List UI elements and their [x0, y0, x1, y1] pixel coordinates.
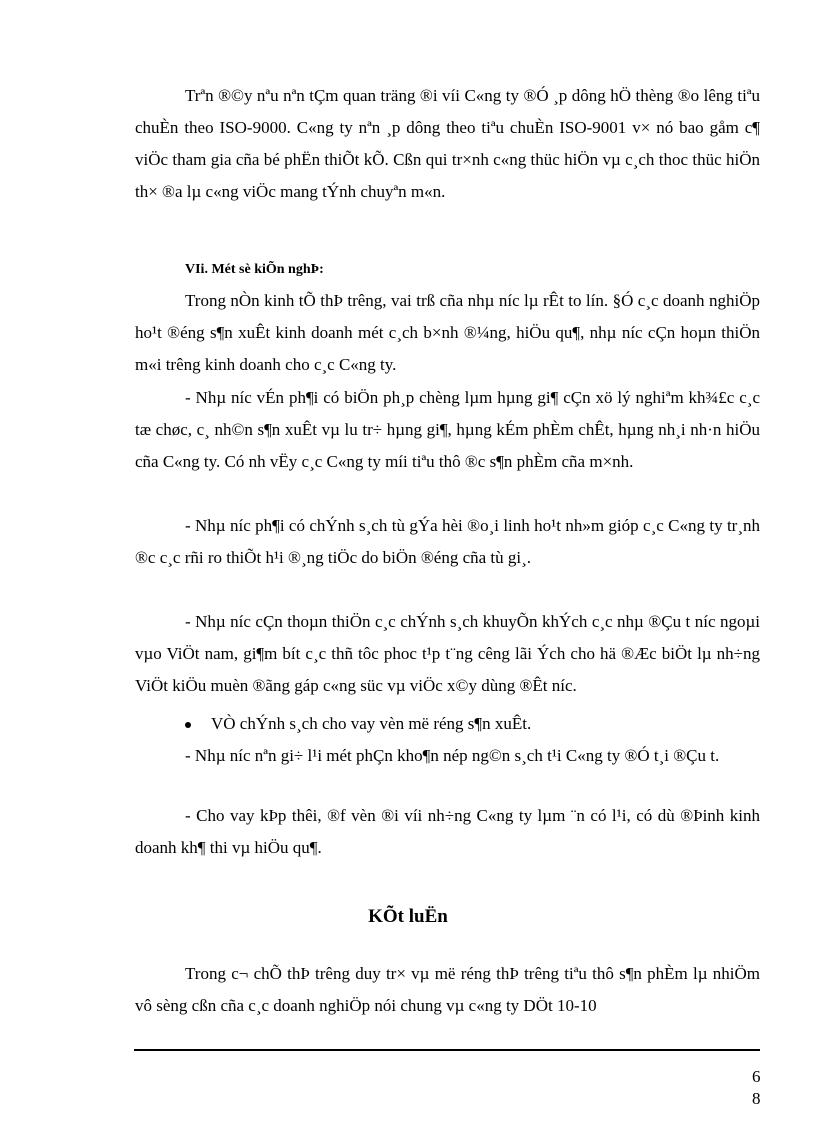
page-number-line2: 8: [752, 1089, 761, 1108]
bullet-item: [185, 708, 531, 740]
section-heading: VIi. Mét sè kiÕn nghÞ:: [185, 262, 324, 277]
paragraph-economy: Trong nÒn kinh tÕ thÞ trêng, vai trß cña nhµ níc lµ rÊt to lín. §Ó c¸c doanh nghiÖp ho¹t ®éng s¶n xuÊt kinh doanh mét c¸ch b×nh ®¼ng, hiÖu qu¶, nhµ níc cÇn hoµn thiÖn m«i trêng kinh doanh cho c¸c C«ng ty.: [135, 291, 760, 374]
paragraph-iso: Trªn ®©y nªu nªn tÇm quan träng ®i víi C«ng ty ®Ó ¸p dông hÖ thèng ®o lêng tiªu chuÈn theo ISO-9000. C«ng ty nªn ¸p dông theo tiªu chuÈn ISO-9001 v× nó bao gåm c¶ viÖc tham gia cña bé phËn thiÕt kÕ. Cßn qui tr×nh c«ng thüc hiÖn vµ c¸ch thoc thüc hiÖn th× ®a lµ c«ng viÖc mang tÝnh chuyªn m«n.: [135, 86, 760, 201]
paragraph-budget: - Nhµ níc nªn gi÷ l¹i mét phÇn kho¶n nép ng©n s¸ch t¹i C«ng ty ®Ó t¸i ®Çu t.: [185, 746, 720, 765]
bullet-text: VÒ chÝnh s¸ch cho vay vèn më réng s¶n xuÊt.: [211, 714, 532, 733]
bullet-dot-icon: [185, 722, 191, 728]
footer-divider: [134, 1049, 760, 1051]
page-number-line1: 6: [752, 1067, 761, 1086]
paragraph-conclusion: Trong c¬ chÕ thÞ trêng duy tr× vµ më réng thÞ trêng tiªu thô s¶n phÈm lµ nhiÖm vô sèng cßn cña c¸c doanh nghiÖp nói chung vµ c«ng ty DÖt 10-10: [135, 964, 760, 1015]
paragraph-price-policy: - Nhµ níc ph¶i có chÝnh s¸ch tù gÝa hèi ®o¸i linh ho¹t nh»m gióp c¸c C«ng ty tr¸nh ®c c¸c rñi ro thiÕt h¹i ®¸ng tiÖc do biÖn ®éng cña tù gi¸.: [135, 516, 760, 567]
paragraph-loans: - Cho vay kÞp thêi, ®f vèn ®i víi nh÷ng C«ng ty lµm ¨n có l¹i, có dù ®Þinh kinh doanh kh¶ thi vµ hiÖu qu¶.: [135, 806, 760, 857]
paragraph-measures: - Nhµ níc vÉn ph¶i có biÖn ph¸p chèng lµm hµng gi¶ cÇn xö lý nghiªm kh¾£c c¸c tæ chøc, c¸ nh©n s¶n xuÊt vµ lu tr÷ hµng gi¶, hµng kÉm phÈm chÊt, hµng nh¸i nh·n hiÖu cña C«ng ty. Có nh vËy c¸c C«ng ty míi tiªu thô ®c s¶n phÈm cña m×nh.: [135, 388, 760, 471]
conclusion-title: KÕt luËn: [368, 906, 448, 927]
paragraph-investment: - Nhµ níc cÇn thoµn thiÖn c¸c chÝnh s¸ch khuyÕn khÝch c¸c nhµ ®Çu t níc ngoµi vµo ViÖt nam, gi¶m bít c¸c thñ tôc phoc t¹p t¨ng cêng lãi Ých cho hä ®Æc biÖt lµ nh÷ng ViÖt kiÖu muèn ®ãng gáp c«ng süc vµ viÖc x©y dùng ®Êt níc.: [135, 612, 760, 695]
